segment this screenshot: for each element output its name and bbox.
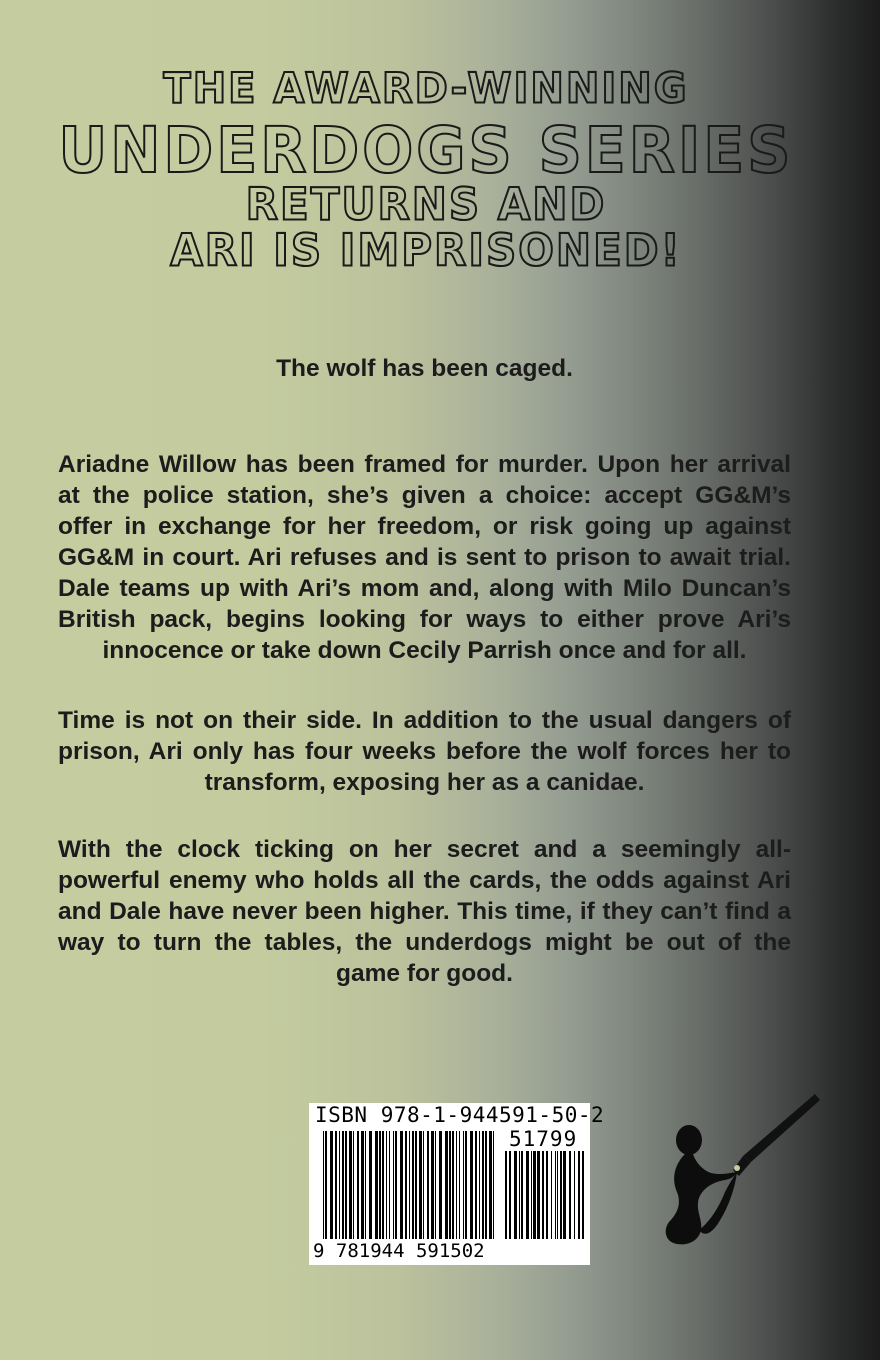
barcode-bar [557, 1151, 558, 1239]
headline-line-4: ARI IS IMPRISONED! [170, 224, 682, 277]
barcode-bar [415, 1131, 417, 1239]
barcode-bar [449, 1131, 451, 1239]
barcode-bar [505, 1151, 507, 1239]
barcode-bar [569, 1151, 571, 1239]
blurb-tagline: The wolf has been caged. [276, 355, 573, 382]
barcode-bar [551, 1151, 552, 1239]
headline-line-1: THE AWARD-WINNING [163, 64, 689, 114]
barcode-bar [578, 1151, 580, 1239]
barcode-bar [342, 1131, 344, 1239]
barcode-bar [400, 1131, 403, 1239]
blurb-paragraph-1: Ariadne Willow has been framed for murder. Upon her arrival at the police station, she’s given a choice: accept GG&M’s offer in exchange for her freedom, or risk going up against GG&M in court. Ari refuses and is sent to prison to await trial. Dale teams up with Ari’s mom and, along with Milo Duncan’s British pack, begins looking for ways to either prove Ari’s innocence or take down Cecily Parrish once and for all. [58, 451, 791, 664]
blurb-paragraph-3: With the clock ticking on her secret and a seemingly allpowerful enemy who holds all the cards, the odds against Ari and Dale have never been higher. This time, if they can’t find a way to turn the tables, the underdogs might be out of the game for good. [58, 836, 791, 987]
barcode-bar [563, 1151, 566, 1239]
barcode-bar [330, 1131, 333, 1239]
barcode-bar [489, 1131, 492, 1239]
barcode-bar [459, 1131, 460, 1239]
ean-digits: 9 781944 591502 [313, 1240, 485, 1262]
barcode-bar [456, 1131, 457, 1239]
barcode-bar [555, 1151, 556, 1239]
barcode-bar [493, 1131, 494, 1239]
barcode-bar [389, 1131, 390, 1239]
barcode-bar [533, 1151, 536, 1239]
barcode-bar [560, 1151, 562, 1239]
barcode-bar [335, 1131, 337, 1239]
barcode-bar [357, 1131, 359, 1239]
barcode-bar [452, 1131, 454, 1239]
barcode-bar [526, 1151, 529, 1239]
barcode-bar [485, 1131, 487, 1239]
barcode-bar [395, 1131, 397, 1239]
barcode-bar [509, 1151, 511, 1239]
barcode-bar [463, 1131, 464, 1239]
barcode-bar [519, 1151, 520, 1239]
barcode-bar [393, 1131, 394, 1239]
barcode-bar [419, 1131, 422, 1239]
barcode-bar [470, 1131, 473, 1239]
pen-nib-silhouette-icon [655, 1092, 820, 1262]
headline-line-3: RETURNS AND [245, 178, 607, 231]
barcode-bar [546, 1151, 548, 1239]
barcode-bar [531, 1151, 532, 1239]
barcode-bar [427, 1131, 429, 1239]
barcode-bar [323, 1131, 324, 1239]
barcode-bar [514, 1151, 517, 1239]
price-code: 51799 [509, 1127, 578, 1151]
barcode-bar [537, 1151, 540, 1239]
barcode-bar [423, 1131, 424, 1239]
barcode-bar [574, 1151, 575, 1239]
isbn-barcode [309, 1103, 605, 1265]
barcode-bar [375, 1131, 378, 1239]
blurb-paragraph-2: Time is not on their side. In addition to the usual dangers of prison, Ari only has four weeks before the wolf forces her to transform, exposing her as a canidae. [58, 707, 791, 796]
barcode-bar [445, 1131, 448, 1239]
barcode-bar [349, 1131, 352, 1239]
barcode-bar [405, 1131, 407, 1239]
barcode-bar [475, 1131, 477, 1239]
barcode-bar [325, 1131, 327, 1239]
barcode-bar [339, 1131, 340, 1239]
barcode-bar [465, 1131, 467, 1239]
barcode-bar [382, 1131, 384, 1239]
barcode-bar [379, 1131, 381, 1239]
isbn-label: ISBN 978-1-944591-50-2 [315, 1103, 605, 1127]
barcode-bar [361, 1131, 364, 1239]
barcode-bar [542, 1151, 544, 1239]
barcode-bar [479, 1131, 480, 1239]
barcode-bar [482, 1131, 484, 1239]
barcode-bar [365, 1131, 366, 1239]
barcode-bar [439, 1131, 442, 1239]
barcode-bar [435, 1131, 436, 1239]
barcode-bar [353, 1131, 354, 1239]
barcode-bar [521, 1151, 523, 1239]
barcode-bar [412, 1131, 414, 1239]
barcode-bar [345, 1131, 347, 1239]
barcode-bar [431, 1131, 434, 1239]
barcode-bar [582, 1151, 584, 1239]
barcode-bar [369, 1131, 372, 1239]
barcode-bar [386, 1131, 387, 1239]
headline-line-2: UNDERDOGS SERIES [58, 114, 794, 188]
barcode-bar [409, 1131, 410, 1239]
